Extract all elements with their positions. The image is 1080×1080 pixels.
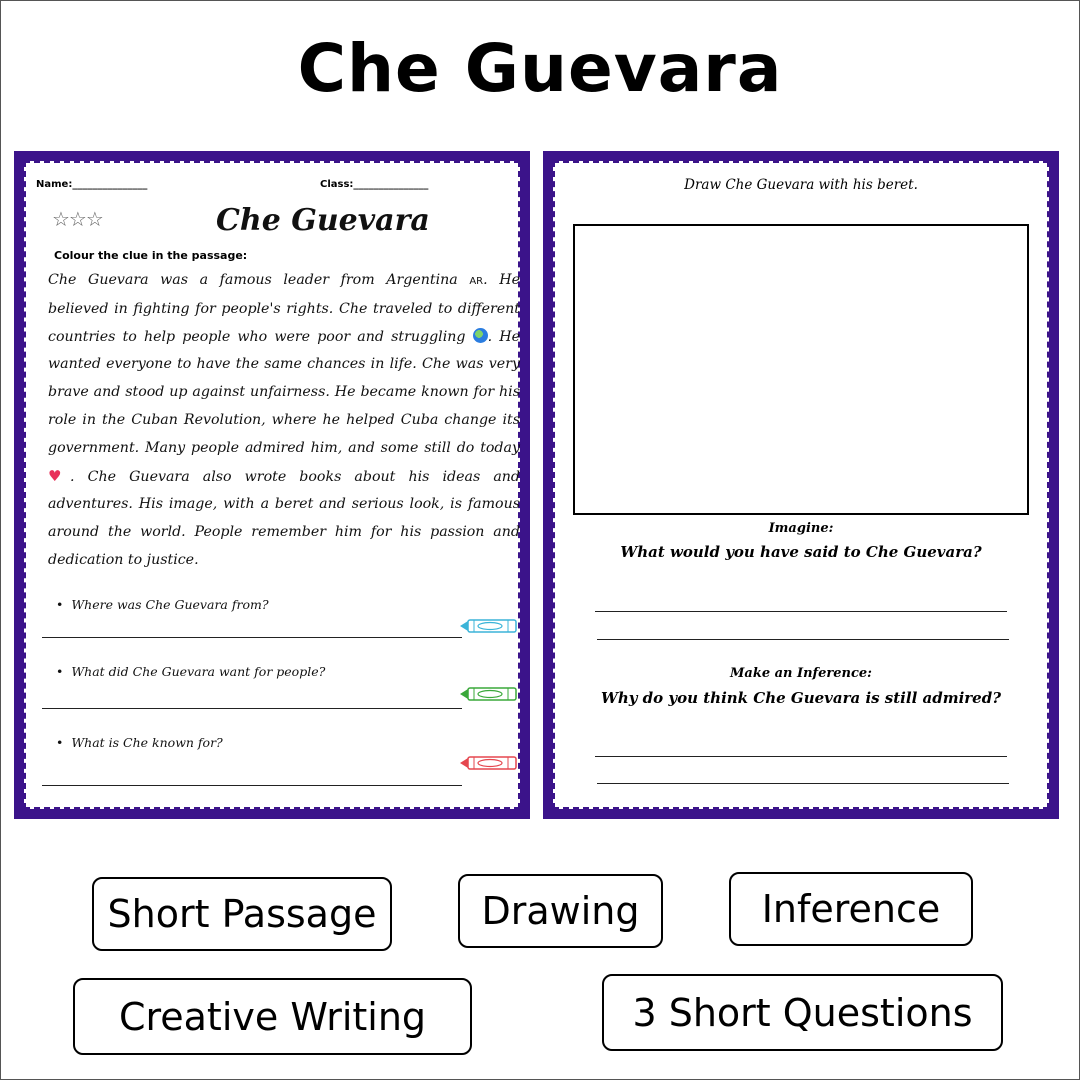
- argentina-flag-icon: AR: [469, 276, 484, 287]
- answer-line[interactable]: [595, 611, 1007, 612]
- blue-crayon-icon: [460, 618, 520, 634]
- page-title: Che Guevara: [297, 30, 783, 107]
- imagine-question: What would you have said to Che Guevara?: [620, 543, 982, 561]
- worksheet-title: Che Guevara: [216, 203, 430, 238]
- reading-passage: [48, 267, 520, 575]
- passage-instruction: Colour the clue in the passage:: [54, 249, 248, 262]
- draw-instruction: Draw Che Guevara with his beret.: [684, 177, 918, 193]
- imagine-label: Imagine:: [768, 521, 834, 536]
- heart-icon: ♥: [48, 466, 71, 485]
- name-field-label: Name:_______________: [36, 179, 148, 190]
- tag-inference: Inference: [729, 872, 973, 946]
- class-field-label: Class:_______________: [320, 179, 429, 190]
- worksheet-activity-preview: [543, 151, 1059, 819]
- question-3: • What is Che known for?: [56, 735, 223, 750]
- worksheet-passage-page: [24, 161, 520, 809]
- tag-creative-writing: Creative Writing: [73, 978, 472, 1055]
- tag-3-short-questions: 3 Short Questions: [602, 974, 1003, 1051]
- rating-stars-icon: ☆☆☆: [52, 207, 103, 231]
- passage-text: . He wanted everyone to have the same chances in life. Che was very brave and stood up against unfairness. He became known for his role in the Cuban Revolution, where he helped Cuba change its government. Many people admired him, and some still do today: [48, 328, 520, 456]
- red-crayon-icon: [460, 755, 520, 771]
- answer-line[interactable]: [595, 756, 1007, 757]
- tag-short-passage: Short Passage: [92, 877, 392, 951]
- globe-icon: [473, 328, 488, 343]
- answer-line[interactable]: [42, 708, 462, 709]
- question-2: • What did Che Guevara want for people?: [56, 664, 326, 679]
- answer-line[interactable]: [597, 783, 1009, 784]
- answer-line[interactable]: [597, 639, 1009, 640]
- question-1-text: Where was Che Guevara from?: [71, 597, 269, 612]
- question-3-text: What is Che known for?: [71, 735, 223, 750]
- tag-drawing: Drawing: [458, 874, 663, 948]
- passage-text: . He believed in fighting for people's rights. Che traveled to different countries to help people who were poor and struggling: [48, 272, 520, 345]
- worksheet-passage-preview: [14, 151, 530, 819]
- answer-line[interactable]: [42, 785, 462, 786]
- question-1: • Where was Che Guevara from?: [56, 597, 269, 612]
- worksheet-activity-page: [553, 161, 1049, 809]
- drawing-box[interactable]: [573, 224, 1029, 515]
- inference-label: Make an Inference:: [730, 666, 872, 681]
- inference-question: Why do you think Che Guevara is still admired?: [600, 689, 1001, 707]
- answer-line[interactable]: [42, 637, 462, 638]
- passage-text: Che Guevara was a famous leader from Argentina: [48, 272, 470, 288]
- green-crayon-icon: [460, 686, 520, 702]
- question-2-text: What did Che Guevara want for people?: [71, 664, 326, 679]
- passage-text: . Che Guevara also wrote books about his ideas and adventures. His image, with a beret and serious look, is famous around the world. People remember him for his passion and dedication to justice.: [48, 468, 520, 568]
